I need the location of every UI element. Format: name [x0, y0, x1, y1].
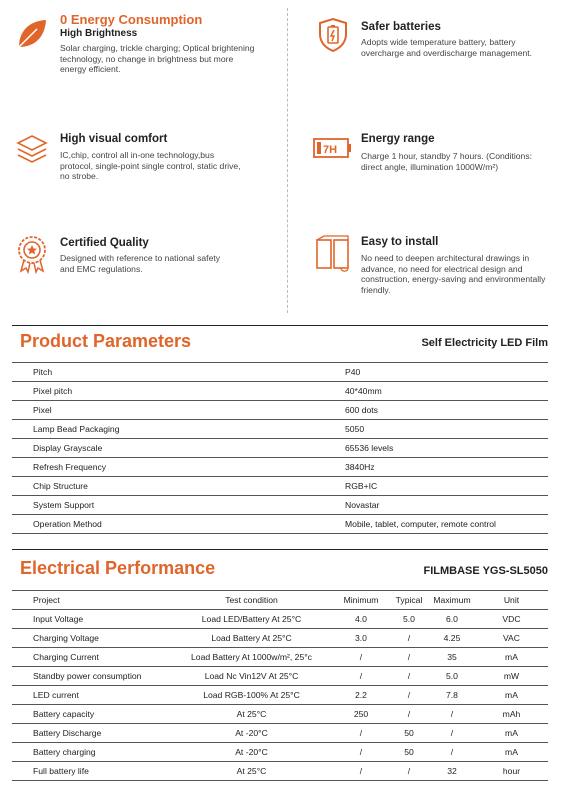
table-row	[12, 724, 548, 743]
feature-description: No need to deepen architectural drawings in advance, no need for electrical design and construction, energy-saving and environmentally friendly.	[361, 253, 546, 295]
table-cell: VAC	[475, 629, 548, 648]
table-row	[12, 762, 548, 781]
table-cell: 6.0	[429, 610, 475, 629]
award-medal-icon	[10, 232, 54, 276]
parameter-name: Lamp Bead Packaging	[12, 420, 324, 439]
table-row	[12, 629, 548, 648]
table-cell: Charging Current	[12, 648, 170, 667]
column-header: Maximum	[429, 591, 475, 610]
table-cell: Battery Discharge	[12, 724, 170, 743]
feature-quality	[10, 232, 280, 276]
feature-energy	[10, 12, 280, 75]
table-cell: At 25°C	[170, 705, 333, 724]
table-row	[12, 496, 548, 515]
table-cell: 4.0	[333, 610, 389, 629]
feature-range	[311, 126, 556, 172]
parameter-name: Pixel pitch	[12, 382, 324, 401]
feature-description: Designed with reference to national safety and EMC regulations.	[60, 253, 221, 274]
table-cell: /	[333, 762, 389, 781]
table-row	[12, 610, 548, 629]
table-row	[12, 648, 548, 667]
battery-shield-icon	[311, 13, 355, 57]
table-cell: /	[389, 686, 429, 705]
feature-description: IC,chip, control all in-one technology,bus protocol, single-point single control, static drive, no strobe.	[60, 150, 241, 181]
parameter-name: System Support	[12, 496, 324, 515]
table-cell: /	[333, 724, 389, 743]
table-cell: /	[429, 724, 475, 743]
section-divider	[12, 325, 548, 326]
feature-title: Certified Quality	[60, 237, 149, 249]
table-cell: 3.0	[333, 629, 389, 648]
feature-title: Safer batteries	[361, 21, 441, 33]
table-row	[12, 686, 548, 705]
column-header: Project	[12, 591, 170, 610]
table-cell: Battery capacity	[12, 705, 170, 724]
parameter-name: Operation Method	[12, 515, 324, 534]
parameter-value: RGB+IC	[324, 477, 548, 496]
parameter-value: 5050	[324, 420, 548, 439]
feature-subtitle: High Brightness	[60, 28, 138, 39]
table-cell: 250	[333, 705, 389, 724]
table-cell: Load LED/Battery At 25°C	[170, 610, 333, 629]
table-cell: mA	[475, 648, 548, 667]
parameter-name: Chip Structure	[12, 477, 324, 496]
table-cell: 50	[389, 724, 429, 743]
parameter-value: 600 dots	[324, 401, 548, 420]
table-cell: /	[333, 667, 389, 686]
table-cell: 35	[429, 648, 475, 667]
feature-title: Energy range	[361, 133, 435, 145]
table-cell: 5.0	[429, 667, 475, 686]
table-cell: /	[389, 648, 429, 667]
table-row	[12, 382, 548, 401]
table-row	[12, 401, 548, 420]
table-row	[12, 705, 548, 724]
layers-icon	[10, 128, 54, 172]
table-cell: /	[429, 743, 475, 762]
table-cell: 2.2	[333, 686, 389, 705]
table-cell: Load RGB-100% At 25°C	[170, 686, 333, 705]
table-cell: /	[389, 762, 429, 781]
table-row	[12, 363, 548, 382]
table-cell: /	[389, 667, 429, 686]
table-row	[12, 477, 548, 496]
battery-7h-icon	[311, 126, 355, 170]
leaf-icon	[10, 12, 54, 56]
parameter-name: Refresh Frequency	[12, 458, 324, 477]
features-section	[0, 0, 564, 318]
feature-comfort	[10, 128, 280, 182]
table-cell: Full battery life	[12, 762, 170, 781]
parameter-name: Pixel	[12, 401, 324, 420]
column-header: Unit	[475, 591, 548, 610]
table-row	[12, 743, 548, 762]
table-cell: mW	[475, 667, 548, 686]
battery-7h-label: 7H	[323, 144, 338, 156]
feature-battery	[311, 13, 556, 58]
table-cell: Battery charging	[12, 743, 170, 762]
table-cell: At -20°C	[170, 743, 333, 762]
table-header-row	[12, 591, 548, 610]
parameter-value: P40	[324, 363, 548, 382]
parameter-name: Display Grayscale	[12, 439, 324, 458]
table-cell: At -20°C	[170, 724, 333, 743]
parameter-value: 40*40mm	[324, 382, 548, 401]
table-cell: mA	[475, 686, 548, 705]
table-cell: /	[333, 648, 389, 667]
feature-install	[311, 232, 556, 295]
table-row	[12, 515, 548, 534]
product-parameters-title: Product Parameters	[20, 331, 192, 351]
table-cell: /	[389, 705, 429, 724]
parameter-value: Novastar	[324, 496, 548, 515]
feature-description: Solar charging, trickle charging; Optical brightening technology, no change in brightness but more energy efficient.	[60, 43, 255, 74]
table-cell: /	[389, 629, 429, 648]
table-cell: Standby power consumption	[12, 667, 170, 686]
table-row	[12, 667, 548, 686]
product-parameters-table	[12, 362, 548, 534]
table-cell: At 25°C	[170, 762, 333, 781]
feature-description: Adopts wide temperature battery, battery overcharge and overdischarge management.	[361, 37, 533, 58]
table-cell: /	[429, 705, 475, 724]
feature-title: High visual comfort	[60, 133, 168, 145]
parameter-value: 3840Hz	[324, 458, 548, 477]
table-cell: 4.25	[429, 629, 475, 648]
table-cell: VDC	[475, 610, 548, 629]
table-cell: 32	[429, 762, 475, 781]
parameter-value: 65536 levels	[324, 439, 548, 458]
table-cell: hour	[475, 762, 548, 781]
electrical-performance-table	[12, 590, 548, 781]
film-panels-icon	[311, 232, 355, 276]
parameter-name: Pitch	[12, 363, 324, 382]
table-cell: mA	[475, 724, 548, 743]
feature-title: Easy to install	[361, 236, 439, 248]
table-cell: LED current	[12, 686, 170, 705]
table-row	[12, 439, 548, 458]
product-subtitle: Self Electricity LED Film	[421, 337, 548, 349]
table-cell: mAh	[475, 705, 548, 724]
parameter-value: Mobile, tablet, computer, remote control	[324, 515, 548, 534]
column-header: Test condition	[170, 591, 333, 610]
column-header: Typical	[389, 591, 429, 610]
table-cell: Input Voltage	[12, 610, 170, 629]
table-cell: Load Nc Vin12V At 25°C	[170, 667, 333, 686]
electrical-subtitle: FILMBASE YGS-SL5050	[423, 565, 548, 577]
section-divider	[12, 549, 548, 550]
table-cell: 50	[389, 743, 429, 762]
table-cell: 5.0	[389, 610, 429, 629]
feature-description: Charge 1 hour, standby 7 hours. (Conditions: direct angle, illumination 1000W/m²)	[361, 151, 533, 172]
table-cell: Load Battery At 1000w/m², 25°c	[170, 648, 333, 667]
table-cell: Charging Voltage	[12, 629, 170, 648]
feature-title: 0 Energy Consumption	[60, 12, 203, 27]
vertical-divider	[287, 8, 288, 313]
column-header: Minimum	[333, 591, 389, 610]
electrical-performance-title: Electrical Performance	[20, 558, 216, 578]
table-cell: /	[333, 743, 389, 762]
table-cell: 7.8	[429, 686, 475, 705]
table-row	[12, 420, 548, 439]
table-cell: mA	[475, 743, 548, 762]
table-cell: Load Battery At 25°C	[170, 629, 333, 648]
table-row	[12, 458, 548, 477]
